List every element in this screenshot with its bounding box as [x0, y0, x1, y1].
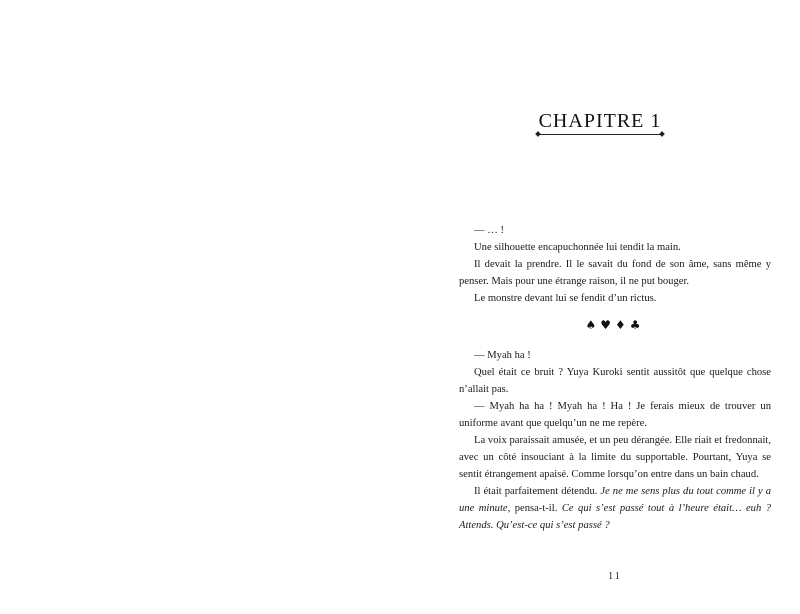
italic-thought-1: Je ne me sens plus du tout comme il y a une minute, [459, 486, 771, 514]
paragraph-middle: pensa-t-il. [510, 503, 562, 514]
section-2-text [459, 347, 771, 534]
paragraph: Quel était ce bruit ? Yuya Kuroki sentit aussitôt que quelque chose n’allait pas. [459, 367, 771, 395]
paragraph-intro: Il était parfaitement détendu. [474, 486, 601, 497]
paragraph: Il devait la prendre. Il le savait du fond de son âme, sans même y penser. Mais pour une étrange raison, il ne put bouger. [459, 259, 771, 287]
paragraph: La voix paraissait amusée, et un peu dérangée. Elle riait et fredonnait, avec un côté insouciant à la limite du supportable. Pourtant, Yuya se sentit étrangement apaisé. Comme lorsqu’on entre dans un bain chaud. [459, 435, 771, 480]
paragraph: — Myah ha ha ! Myah ha ! Ha ! Je ferais mieux de trouver un uniforme avant que quelqu’un ne me repère. [459, 401, 771, 429]
paragraph: Le monstre devant lui se fendit d’un rictus. [474, 293, 657, 304]
paragraph: — Myah ha ! [474, 350, 531, 361]
section-1-text [459, 222, 771, 307]
italic-thought-2: Ce qui s’est passé tout à l’heure était… euh ? Attends. Qu’est-ce qui s’est passé ? [459, 503, 771, 531]
chapter-title: CHAPITRE 1 [538, 110, 662, 132]
chapter-title-underline [538, 134, 662, 135]
page-number: 11 [608, 571, 622, 582]
paragraph: — … ! [474, 225, 505, 236]
card-suits-divider: ♠♥♦♣ [585, 318, 645, 332]
paragraph: Une silhouette encapuchonnée lui tendit la main. [474, 242, 681, 253]
paragraph-mixed [459, 483, 771, 534]
